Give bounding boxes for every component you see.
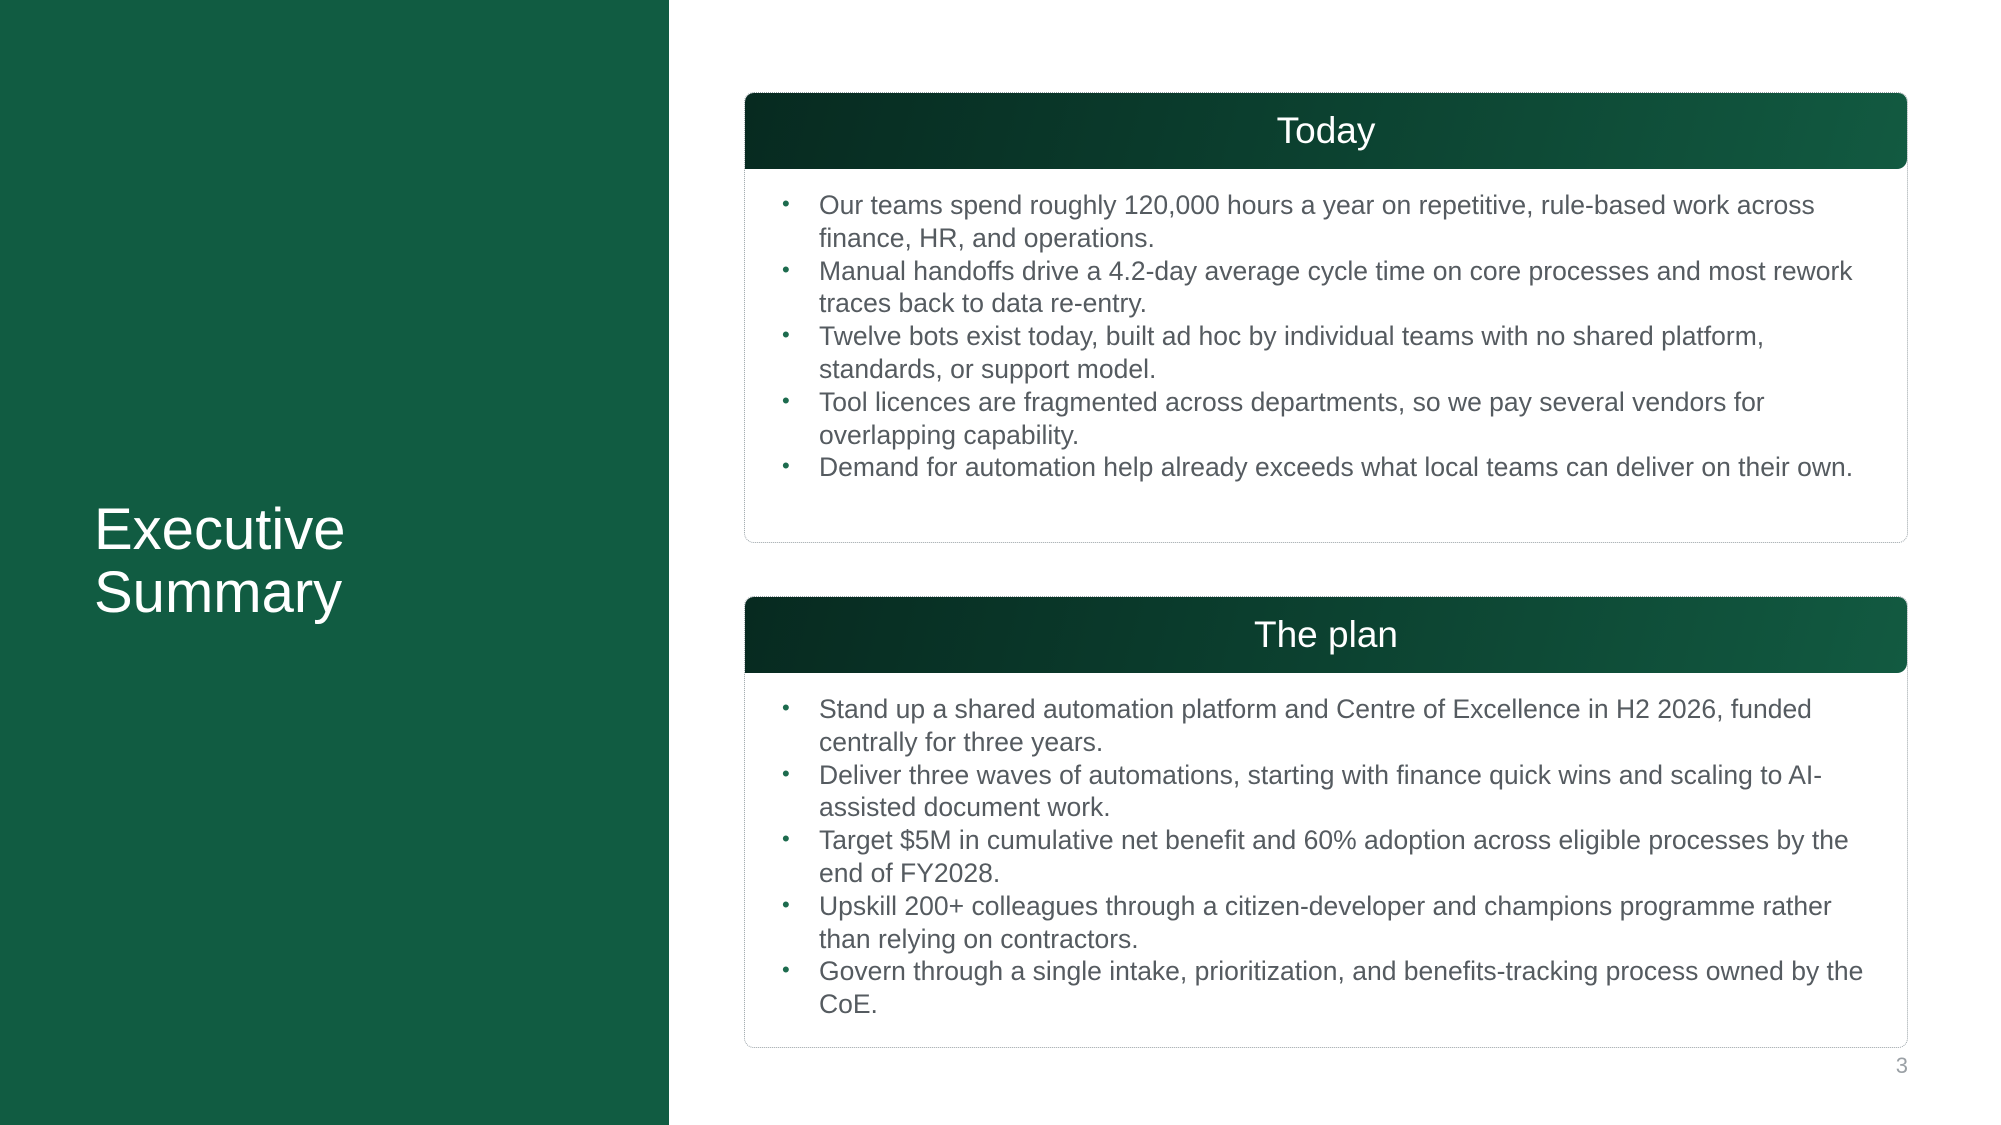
bullet-icon: •: [782, 957, 790, 983]
bullet-text: Tool licences are fragmented across departments, so we pay several vendors for overlapping capability.: [819, 386, 1765, 450]
bullet-text: Demand for automation help already exceeds what local teams can deliver on their own.: [819, 452, 1854, 483]
list-item: [782, 890, 1883, 956]
bullet-text: Manual handoffs drive a 4.2-day average cycle time on core processes and most rework traces back to data re-entry.: [819, 255, 1853, 319]
list-item: [782, 451, 1883, 484]
list-item: [782, 386, 1883, 452]
card-header: [745, 93, 1907, 169]
bullet-text: Govern through a single intake, prioritization, and benefits-tracking process owned by the CoE.: [819, 956, 1864, 1020]
slide-title: Executive Summary: [94, 497, 346, 625]
bullet-icon: •: [782, 891, 790, 917]
bullet-icon: •: [782, 387, 790, 413]
bullet-icon: •: [782, 191, 790, 216]
list-item: [782, 955, 1883, 1021]
bullet-list: [745, 169, 1907, 484]
card-heading: The plan: [1254, 614, 1398, 655]
bullet-icon: •: [782, 453, 790, 479]
bullet-icon: •: [782, 826, 790, 852]
title-panel: [0, 0, 669, 1125]
list-item: [782, 320, 1883, 386]
list-item: [782, 189, 1883, 255]
list-item: [782, 255, 1883, 321]
bullet-list: [745, 673, 1907, 1021]
bullet-icon: •: [782, 256, 790, 282]
bullet-text: Target $5M in cumulative net benefit and 60% adoption across eligible processes by the end of FY2028.: [819, 825, 1849, 888]
bullet-text: Twelve bots exist today, built ad hoc by individual teams with no shared platform, standards, or support model.: [819, 321, 1765, 384]
list-item: [782, 759, 1883, 825]
page-number: 3: [1895, 1053, 1908, 1078]
bullet-text: Upskill 200+ colleagues through a citizen-developer and champions programme rather than relying on contractors.: [819, 890, 1832, 954]
bullet-icon: •: [782, 760, 790, 786]
list-item: [782, 693, 1883, 759]
card-heading: Today: [1276, 110, 1376, 151]
bullet-text: Stand up a shared automation platform and Centre of Excellence in H2 2026, funded centrally for three years.: [819, 694, 1812, 757]
bullet-text: Deliver three waves of automations, starting with finance quick wins and scaling to AI-assisted document work.: [819, 759, 1823, 823]
bullet-icon: •: [782, 322, 790, 348]
plan-card: [744, 596, 1908, 1048]
list-item: [782, 824, 1883, 890]
today-card: [744, 92, 1908, 543]
bullet-text: Our teams spend roughly 120,000 hours a year on repetitive, rule-based work across finance, HR, and operations.: [819, 190, 1815, 253]
card-header: [745, 597, 1907, 673]
bullet-icon: •: [782, 695, 790, 720]
